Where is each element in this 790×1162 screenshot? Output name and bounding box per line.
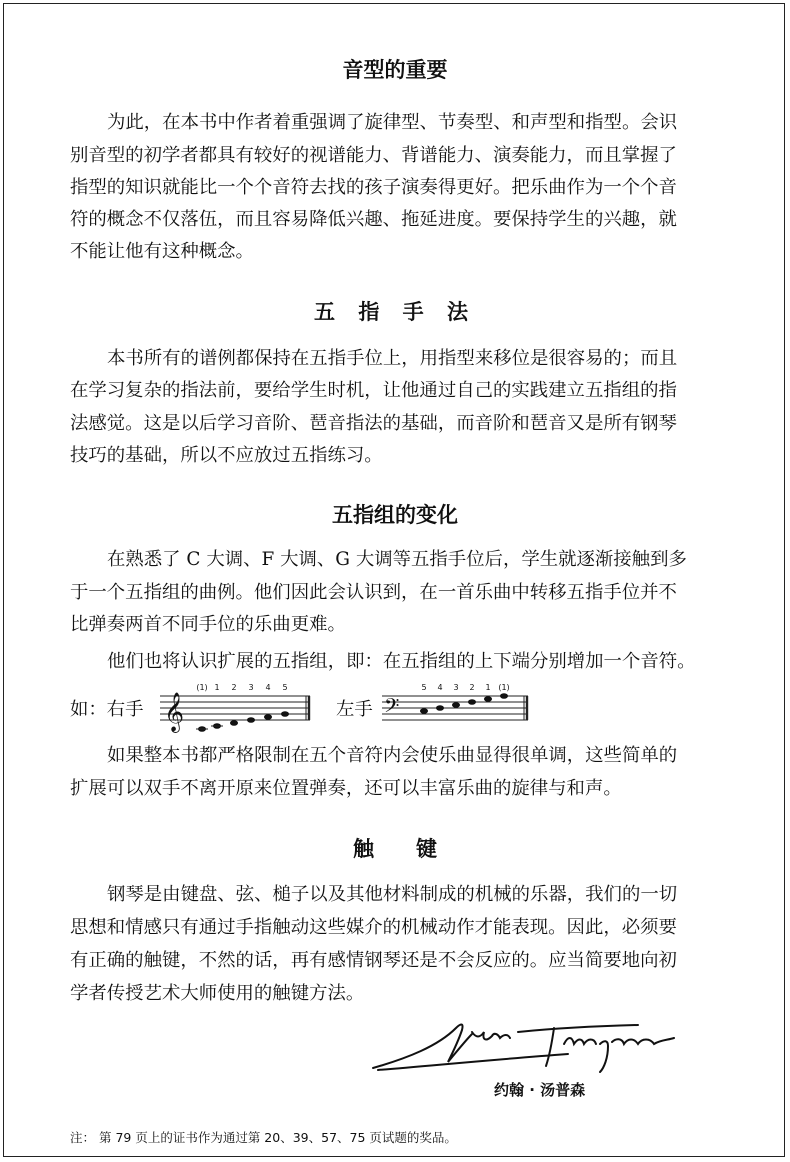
svg-text:𝄞: 𝄞 [164, 692, 185, 732]
section-title-1: 音型的重要 [342, 58, 448, 82]
paragraph-line: 有正确的触键，不然的话，再有感情钢琴还是不会反应的。应当简要地向初 [70, 950, 677, 971]
paragraph-line: 如果整本书都严格限制在五个音符内会使乐曲显得很单调，这些简单的 [107, 745, 678, 766]
paragraph-line: 别音型的初学者都具有较好的视谱能力、背谱能力、演奏能力，而且掌握了 [70, 145, 677, 166]
paragraph-line: 于一个五指组的曲例。他们因此会认识到，在一首乐曲中转移五指手位并不 [70, 582, 677, 603]
finger-number: 1 [485, 683, 491, 692]
finger-number: 3 [453, 683, 459, 692]
paragraph-line: 比弹奏两首不同手位的乐曲更难。 [70, 614, 346, 635]
section-title-4: 触 键 [353, 837, 437, 861]
section-title-3: 五指组的变化 [332, 503, 458, 527]
signature-name: 约翰 · 汤普森 [494, 1081, 586, 1099]
finger-number: 3 [248, 683, 254, 692]
paragraph-line: 扩展可以双手不离开原来位置弹奏，还可以丰富乐曲的旋律与和声。 [70, 778, 622, 799]
paragraph-line: 指型的知识就能比一个个音符去找的孩子演奏得更好。把乐曲作为一个个音 [70, 177, 677, 198]
paragraph-line: 不能让他有这种概念。 [70, 241, 254, 262]
finger-number: 4 [265, 683, 271, 692]
paragraph-line: 技巧的基础，所以不应放过五指练习。 [70, 445, 383, 466]
svg-text:𝄢: 𝄢 [384, 694, 400, 722]
signature-image [368, 1010, 688, 1078]
paragraph-line: 在学习复杂的指法前，要给学生时机，让他通过自己的实践建立五指组的指 [70, 380, 677, 401]
example-prefix: 如：右手 [70, 699, 144, 720]
finger-number: 2 [469, 683, 475, 692]
finger-number: 4 [437, 683, 443, 692]
finger-number: (1) [498, 683, 510, 692]
left-hand-staff [382, 680, 534, 738]
footnote: 注： 第 79 页上的证书作为通过第 20、39、57、75 页试题的奖品。 [70, 1130, 457, 1145]
paragraph-line: 本书所有的谱例都保持在五指手位上，用指型来移位是很容易的；而且 [107, 348, 678, 369]
finger-number: (1) [196, 683, 208, 692]
paragraph-line: 钢琴是由键盘、弦、槌子以及其他材料制成的机械的乐器，我们的一切 [107, 884, 678, 905]
left-hand-label: 左手 [336, 699, 373, 720]
paragraph-line: 思想和情感只有通过手指触动这些媒介的机械动作才能表现。因此，必须要 [70, 917, 677, 938]
finger-number: 5 [421, 683, 427, 692]
finger-number: 5 [282, 683, 288, 692]
paragraph-line: 符的概念不仅落伍，而且容易降低兴趣、拖延进度。要保持学生的兴趣，就 [70, 209, 677, 230]
paragraph-line: 学者传授艺术大师使用的触键方法。 [70, 983, 365, 1004]
paragraph-line: 在熟悉了 C 大调、F 大调、G 大调等五指手位后，学生就逐渐接触到多 [107, 549, 687, 570]
section-title-2: 五 指 手 法 [314, 300, 476, 324]
paragraph-line: 为此，在本书中作者着重强调了旋律型、节奏型、和声型和指型。会识 [107, 112, 678, 133]
paragraph-line: 法感觉。这是以后学习音阶、琶音指法的基础，而音阶和琶音又是所有钢琴 [70, 413, 677, 434]
finger-number: 2 [231, 683, 237, 692]
finger-number: 1 [214, 683, 220, 692]
right-hand-staff [160, 680, 320, 738]
paragraph-line: 他们也将认识扩展的五指组，即：在五指组的上下端分别增加一个音符。 [107, 651, 696, 672]
